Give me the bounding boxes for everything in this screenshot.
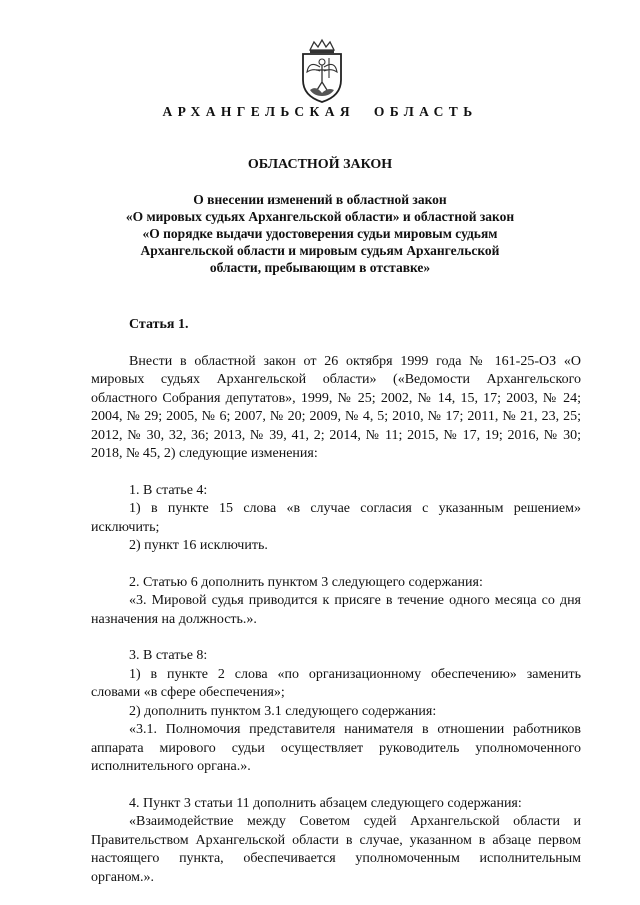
coat-of-arms-emblem (296, 38, 348, 104)
item-4-text: «Взаимодействие между Советом судей Архангельской области и Правительством Архангельской области в случае, указанном в абзаце первом настоящего пункта, обеспечивается уполномоченным исполнительным органом.». (91, 814, 581, 885)
item-1-sub-1: 1) в пункте 15 слова «в случае согласия с указанным решением» исключить; (91, 501, 581, 535)
title-line: области, пребывающим в отставке» (209, 260, 431, 275)
title-line: О внесении изменений в областной закон (193, 192, 447, 207)
document-type: ОБЛАСТНОЙ ЗАКОН (247, 157, 393, 172)
item-2-title: 2. Статью 6 дополнить пунктом 3 следующего содержания: (129, 574, 483, 590)
item-1-title: 1. В статье 4: (129, 482, 208, 498)
document-title (110, 191, 530, 276)
region-name: АРХАНГЕЛЬСКАЯ ОБЛАСТЬ (162, 104, 478, 119)
item-3-sub-1: 1) в пункте 2 слова «по организационному обеспечению» заменить словами «в сфере обеспечения»; (91, 666, 581, 700)
article-heading: Статья 1. (129, 317, 189, 332)
item-1-sub-2: 2) пункт 16 исключить. (129, 538, 268, 553)
item-2-text: «3. Мировой судья приводится к присяге в течение одного месяца со дня назначения на должность.». (91, 593, 581, 627)
item-3-text: «3.1. Полномочия представителя нанимателя в отношении работников аппарата мирового судьи осуществляет руководитель уполномоченного исполнительного органа.». (91, 722, 581, 774)
document-body (91, 316, 581, 887)
item-3-sub-2: 2) дополнить пунктом 3.1 следующего содержания: (129, 703, 437, 719)
title-line: Архангельской области и мировым судьям Архангельской (140, 243, 500, 258)
title-line: «О порядке выдачи удостоверения судьи мировым судьям (142, 226, 498, 241)
item-3-title: 3. В статье 8: (129, 648, 208, 663)
title-line: «О мировых судьях Архангельской области» и областной закон (125, 209, 515, 224)
article-intro: Внести в областной закон от 26 октября 1999 года № 161-25-ОЗ «О мировых судьях Архангельской области» («Ведомости Архангельского областного Собрания депутатов», 1999, № 25; 2002, № 14, 15, 17; 2003, № 24; 2004, № 29; 2005, № 6; 2007, № 20; 2009, № 4, 5; 2010, № 17; 2011, № 21, 23, 25; 2012, № 30, 32, 36; 2013, № 39, 41, 2; 2014, № 11; 2015, № 17, 19; 2016, № 30; 2018, № 45, 2) следующие изменения: (91, 353, 581, 461)
item-4-title: 4. Пункт 3 статьи 11 дополнить абзацем следующего содержания: (129, 795, 522, 811)
